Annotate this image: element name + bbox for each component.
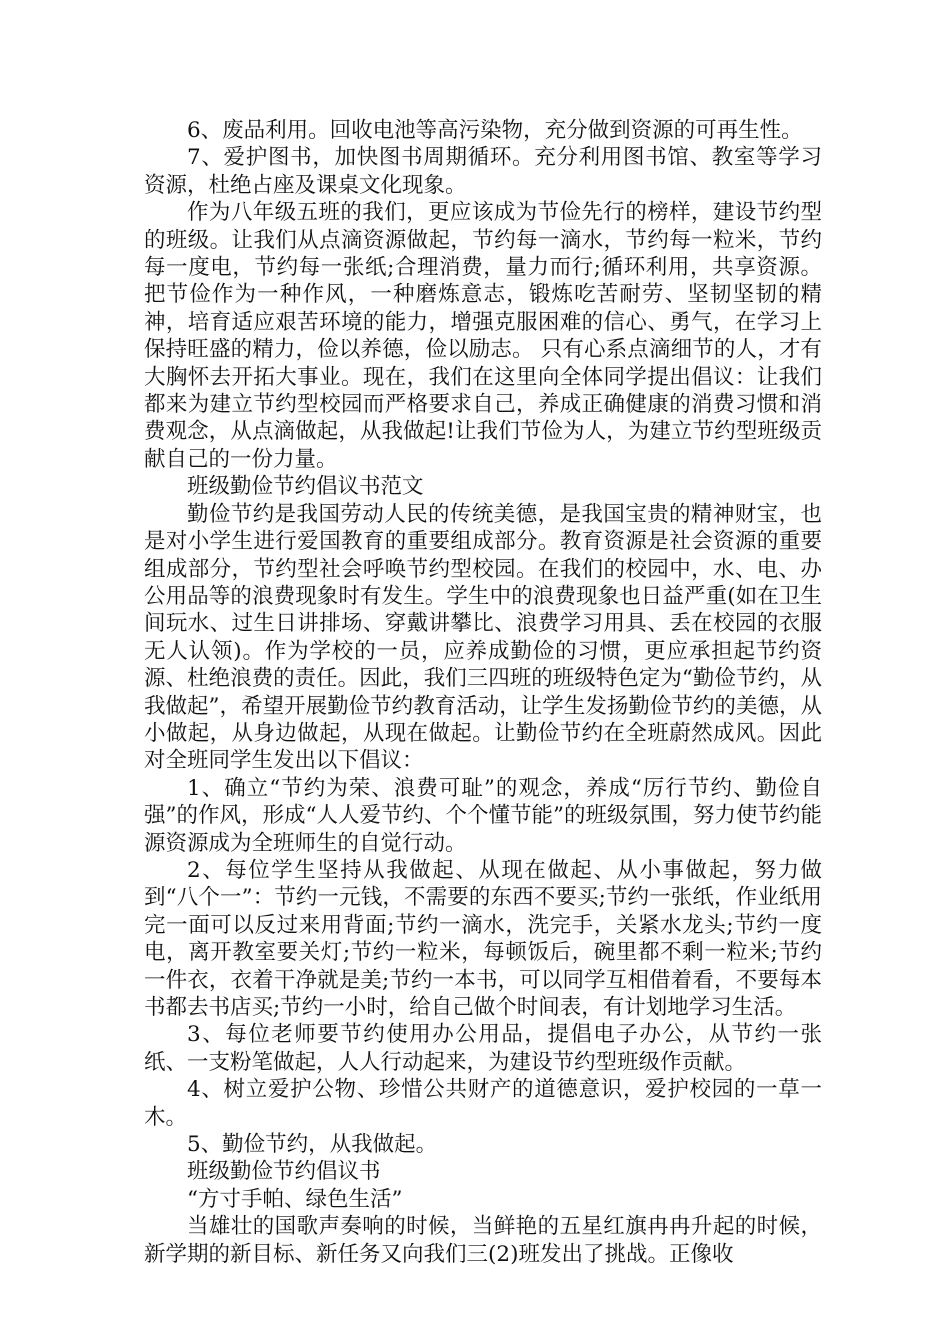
class-appeal-paragraph: 作为八年级五班的我们，更应该成为节俭先行的榜样，建设节约型的班级。让我们从点滴资源做起，节约每一滴水，节约每一粒米，节约每一度电，节约每一张纸;合理消费，量力而行;循环利用，共享资源。把节俭作为一种作风，一种磨炼意志，锻炼吃苦耐劳、坚韧坚韧的精神，培育适应艰苦环境的能力，增强克服困难的信心、勇气，在学习上保持旺盛的精力，俭以养德，俭以励志。 只有心系点滴细节的人，才有大胸怀去开拓大事业。现在，我们在这里向全体同学提出倡议：让我们都来为建立节约型校园而严格要求自己，养成正确健康的消费习惯和消费观念，从点滴做起，从我做起!让我们节俭为人，为建立节约型班级贡献自己的一份力量。 [144, 200, 822, 472]
proposal-2-paragraph: 2、每位学生坚持从我做起、从现在做起、从小事做起，努力做到“八个一”：节约一元钱，不需要的东西不要买;节约一张纸，作业纸用完一面可以反过来用背面;节约一滴水，洗完手，关紧水龙头;节约一度电，离开教室要关灯;节约一粒米，每顿饭后，碗里都不剩一粒米;节约一件衣，衣着干净就是美;节约一本书，可以同学互相借着看，不要每本书都去书店买;节约一小时，给自己做个时间表，有计划地学习生活。 [144, 857, 822, 1020]
proposal-4-paragraph: 4、树立爱护公物、珍惜公共财产的道德意识，爱护校园的一草一木。 [144, 1077, 822, 1130]
item-6-paragraph: 6、废品利用。回收电池等高污染物，充分做到资源的可再生性。 [187, 118, 803, 143]
document-body [144, 117, 822, 1268]
section-heading-proposal: 班级勤俭节约倡议书 [187, 1159, 381, 1185]
section-heading-sample: 班级勤俭节约倡议书范文 [187, 474, 424, 500]
closing-paragraph: 当雄壮的国歌声奏响的时候，当鲜艳的五星红旗冉冉升起的时候，新学期的新目标、新任务又向我们三(2)班发出了挑战。正像收 [144, 1214, 822, 1267]
proposal-5-paragraph: 5、勤俭节约，从我做起。 [187, 1132, 438, 1158]
item-7-paragraph: 7、爱护图书，加快图书周期循环。充分利用图书馆、教室等学习资源，杜绝占座及课桌文化现象。 [144, 145, 822, 198]
intro-paragraph: 勤俭节约是我国劳动人民的传统美德，是我国宝贵的精神财宝，也是对小学生进行爱国教育的重要组成部分。教育资源是社会资源的重要组成部分，节约型社会呼唤节约型校园。在我们的校园中，水、电、办公用品等的浪费现象时有发生。学生中的浪费现象也日益严重(如在卫生间玩水、过生日讲排场、穿戴讲攀比、浪费学习用具、丢在校园的衣服无人认领)。作为学校的一员，应养成勤俭的习惯，更应承担起节约资源、杜绝浪费的责任。因此，我们三四班的班级特色定为“勤俭节约，从我做起”，希望开展勤俭节约教育活动，让学生发扬勤俭节约的美德，从小做起，从身边做起，从现在做起。让勤俭节约在全班蔚然成风。因此对全班同学生发出以下倡议： [144, 501, 822, 774]
proposal-1-paragraph: 1、确立“节约为荣、浪费可耻”的观念，养成“厉行节约、勤俭自强”的作风，形成“人人爱节约、个个懂节能”的班级氛围，努力使节约能源资源成为全班师生的自觉行动。 [144, 775, 822, 856]
proposal-3-paragraph: 3、每位老师要节约使用办公用品，提倡电子办公，从节约一张纸、一支粉笔做起，人人行动起来，为建设节约型班级作贡献。 [144, 1022, 822, 1075]
section-subtitle: “方寸手帕、绿色生活” [187, 1186, 403, 1212]
